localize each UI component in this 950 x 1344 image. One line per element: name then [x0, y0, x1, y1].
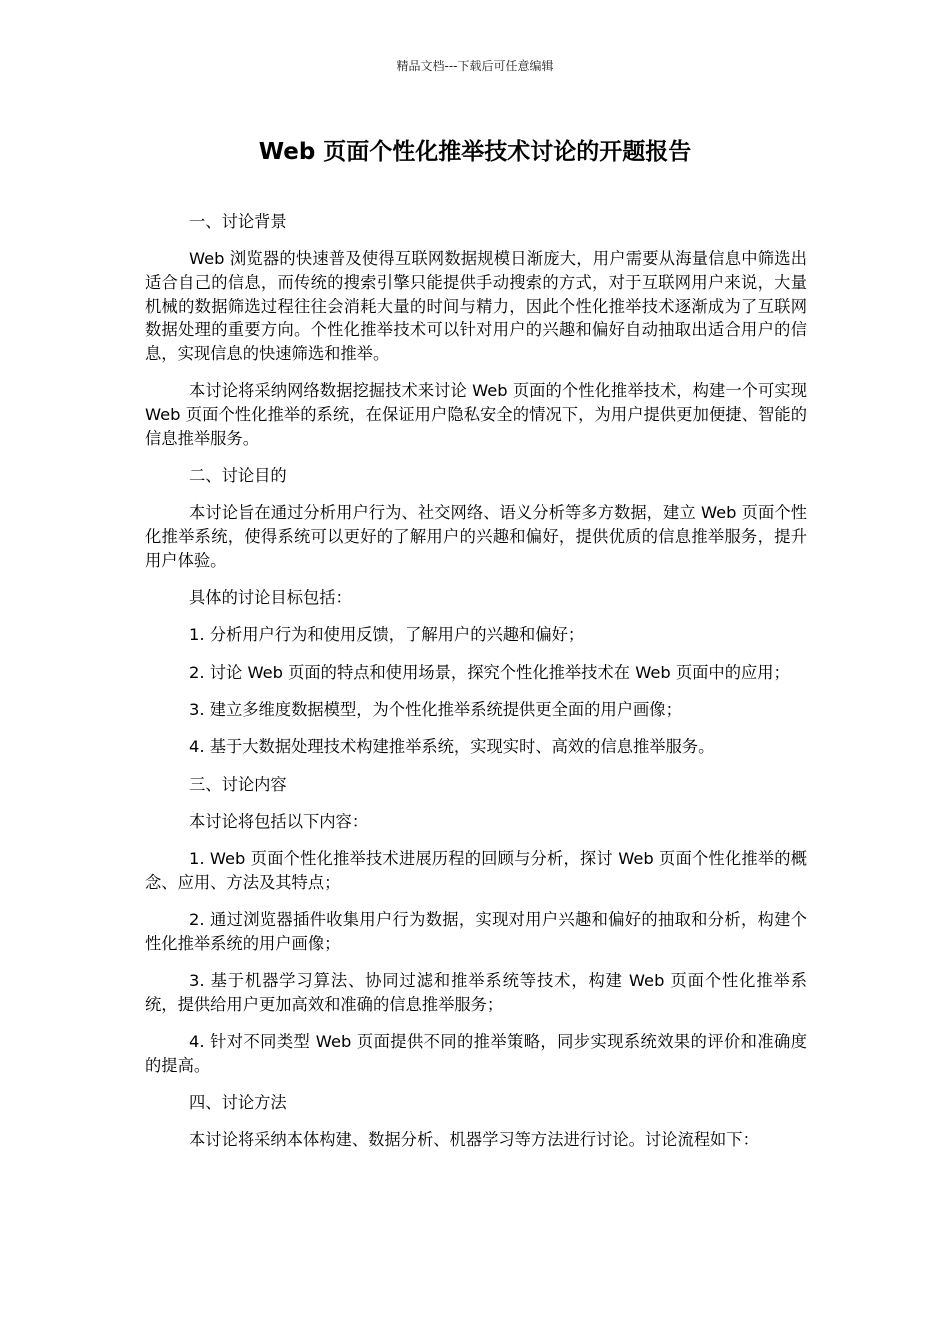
list-item-goal-2: 2. 讨论 Web 页面的特点和使用场景，探究个性化推举技术在 Web 页面中的应用；	[189, 662, 790, 682]
list-item-goal-4: 4. 基于大数据处理技术构建推举系统，实现实时、高效的信息推举服务。	[189, 737, 715, 757]
list-item-content-1: 1. Web 页面个性化推举技术进展历程的回顾与分析，探讨 Web 页面个性化推举的概念、应用、方法及其特点；	[145, 849, 807, 892]
paragraph-content-intro: 本讨论将包括以下内容：	[189, 811, 369, 831]
paragraph-background-2: 本讨论将采纳网络数据挖掘技术来讨论 Web 页面的个性化推举技术，构建一个可实现 Web 页面个性化推举的系统，在保证用户隐私安全的情况下，为用户提供更加便捷、智能的信息推举服务。	[145, 381, 807, 448]
page-header-note: 精品文档---下载后可任意编辑	[396, 59, 554, 73]
section-heading-purpose: 二、讨论目的	[189, 466, 287, 486]
section-heading-method: 四、讨论方法	[189, 1093, 287, 1113]
paragraph-method-1: 本讨论将采纳本体构建、数据分析、机器学习等方法进行讨论。讨论流程如下：	[189, 1130, 759, 1150]
paragraph-background-1: Web 浏览器的快速普及使得互联网数据规模日渐庞大，用户需要从海量信息中筛选出适合自己的信息，而传统的搜索引擎只能提供手动搜索的方式，对于互联网用户来说，大量机械的数据筛选过程往往会消耗大量的时间与精力，因此个性化推举技术逐渐成为了互联网数据处理的重要方向。个性化推举技术可以针对用户的兴趣和偏好自动抽取出适合用户的信息，实现信息的快速筛选和推举。	[145, 249, 807, 364]
document-body	[145, 210, 807, 1166]
section-heading-background: 一、讨论背景	[189, 212, 287, 231]
list-item-goal-1: 1. 分析用户行为和使用反馈，了解用户的兴趣和偏好；	[189, 625, 585, 645]
paragraph-goals-intro: 具体的讨论目标包括：	[189, 588, 352, 608]
list-item-content-4: 4. 针对不同类型 Web 页面提供不同的推举策略，同步实现系统效果的评价和准确度的提高。	[145, 1032, 807, 1075]
paragraph-purpose-1: 本讨论旨在通过分析用户行为、社交网络、语义分析等多方数据，建立 Web 页面个性化推举系统，使得系统可以更好的了解用户的兴趣和偏好，提供优质的信息推举服务，提升用户体验。	[145, 503, 807, 570]
section-heading-content: 三、讨论内容	[189, 774, 287, 794]
list-item-content-3: 3. 基于机器学习算法、协同过滤和推举系统等技术，构建 Web 页面个性化推举系统，提供给用户更加高效和准确的信息推举服务；	[145, 971, 807, 1014]
list-item-content-2: 2. 通过浏览器插件收集用户行为数据，实现对用户兴趣和偏好的抽取和分析，构建个性化推举系统的用户画像；	[145, 910, 807, 953]
list-item-goal-3: 3. 建立多维度数据模型，为个性化推举系统提供更全面的用户画像；	[189, 700, 682, 719]
document-title: Web 页面个性化推举技术讨论的开题报告	[258, 139, 692, 165]
